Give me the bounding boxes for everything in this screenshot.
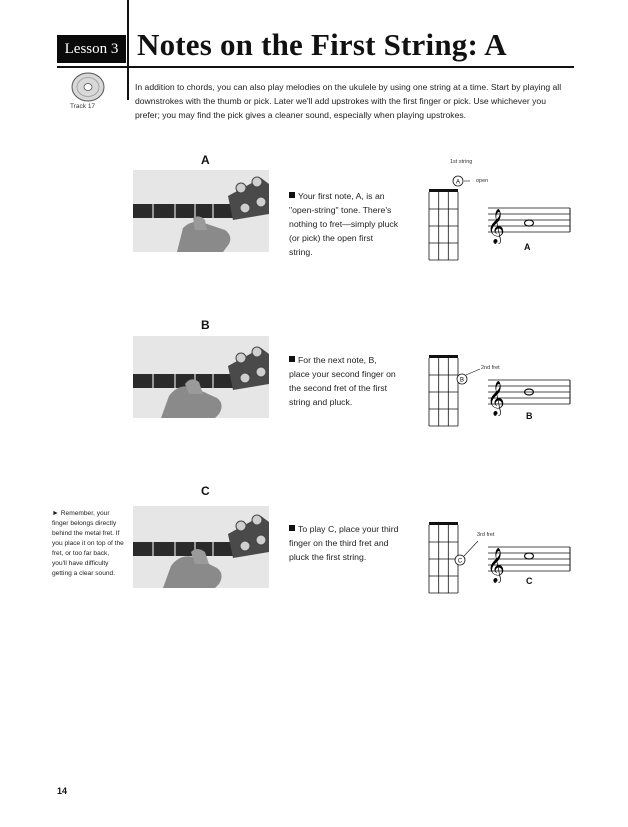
note-c-fret-label: 3rd fret	[477, 532, 495, 538]
note-c-fretboard-diagram	[420, 517, 482, 597]
note-b-description	[289, 353, 399, 409]
note-c-photo	[133, 506, 269, 588]
note-c-heading: C	[201, 484, 210, 498]
note-b-fretboard-diagram	[420, 350, 482, 430]
bullet-icon	[289, 192, 295, 198]
note-a-string-label: 1st string	[450, 159, 473, 165]
svg-text:C: C	[457, 558, 463, 565]
note-c-staff-label: C	[526, 576, 533, 586]
bullet-icon	[289, 356, 295, 362]
page-number: 14	[57, 786, 68, 796]
margin-tip-text: Remember, your finger belongs directly behind the metal fret. If you place it on top of the fret, or too far back, you'll have difficulty getting a clear sound.	[52, 510, 124, 577]
note-b-fret-label: 2nd fret	[481, 365, 500, 371]
svg-text:𝄞: 𝄞	[487, 209, 505, 244]
note-b-photo	[133, 336, 269, 418]
bullet-icon	[289, 525, 295, 531]
note-a-staff	[484, 200, 574, 244]
margin-tip	[52, 509, 124, 579]
intro-paragraph: In addition to chords, you can also play melodies on the ukulele by using one string at a time. Start by playing all downstrokes with the thumb or pick. Later we'll add upstrokes with the first finger or pick. Use whichever you prefer; you may find the pick gives a cleaner sound, especially when playing upstrokes.	[135, 82, 562, 120]
track-label: Track 17	[70, 103, 96, 110]
note-b-staff	[484, 372, 574, 416]
cd-icon	[70, 71, 106, 103]
svg-text:𝄞: 𝄞	[487, 548, 505, 583]
note-a-description-text: Your first note, A, is an "open-string" tone. There's nothing to fret—simply pluck (or pick) the open first string.	[289, 191, 399, 257]
svg-text:B: B	[459, 377, 465, 384]
note-a-heading: A	[201, 153, 210, 167]
svg-text:𝄞: 𝄞	[487, 381, 505, 416]
note-a-fretboard-diagram	[420, 166, 470, 264]
note-a-staff-label: A	[524, 242, 531, 252]
note-c-description-text: To play C, place your third finger on the third fret and pluck the first string.	[289, 524, 399, 562]
arrow-right-icon: ►	[52, 510, 59, 517]
note-c-description	[289, 522, 399, 564]
note-b-heading: B	[201, 318, 210, 332]
note-a-open-label: open	[476, 178, 489, 184]
header-vertical-rule	[127, 0, 129, 100]
note-a-photo	[133, 170, 269, 252]
svg-text:A: A	[455, 179, 461, 186]
note-b-staff-label: B	[526, 411, 533, 421]
note-a-description	[289, 189, 399, 259]
page-title: Notes on the First String: A	[137, 27, 507, 62]
lesson-label: Lesson 3	[57, 35, 126, 63]
note-b-description-text: For the next note, B, place your second finger on the second fret of the first string and pluck.	[289, 355, 396, 407]
title-underline	[57, 66, 574, 68]
